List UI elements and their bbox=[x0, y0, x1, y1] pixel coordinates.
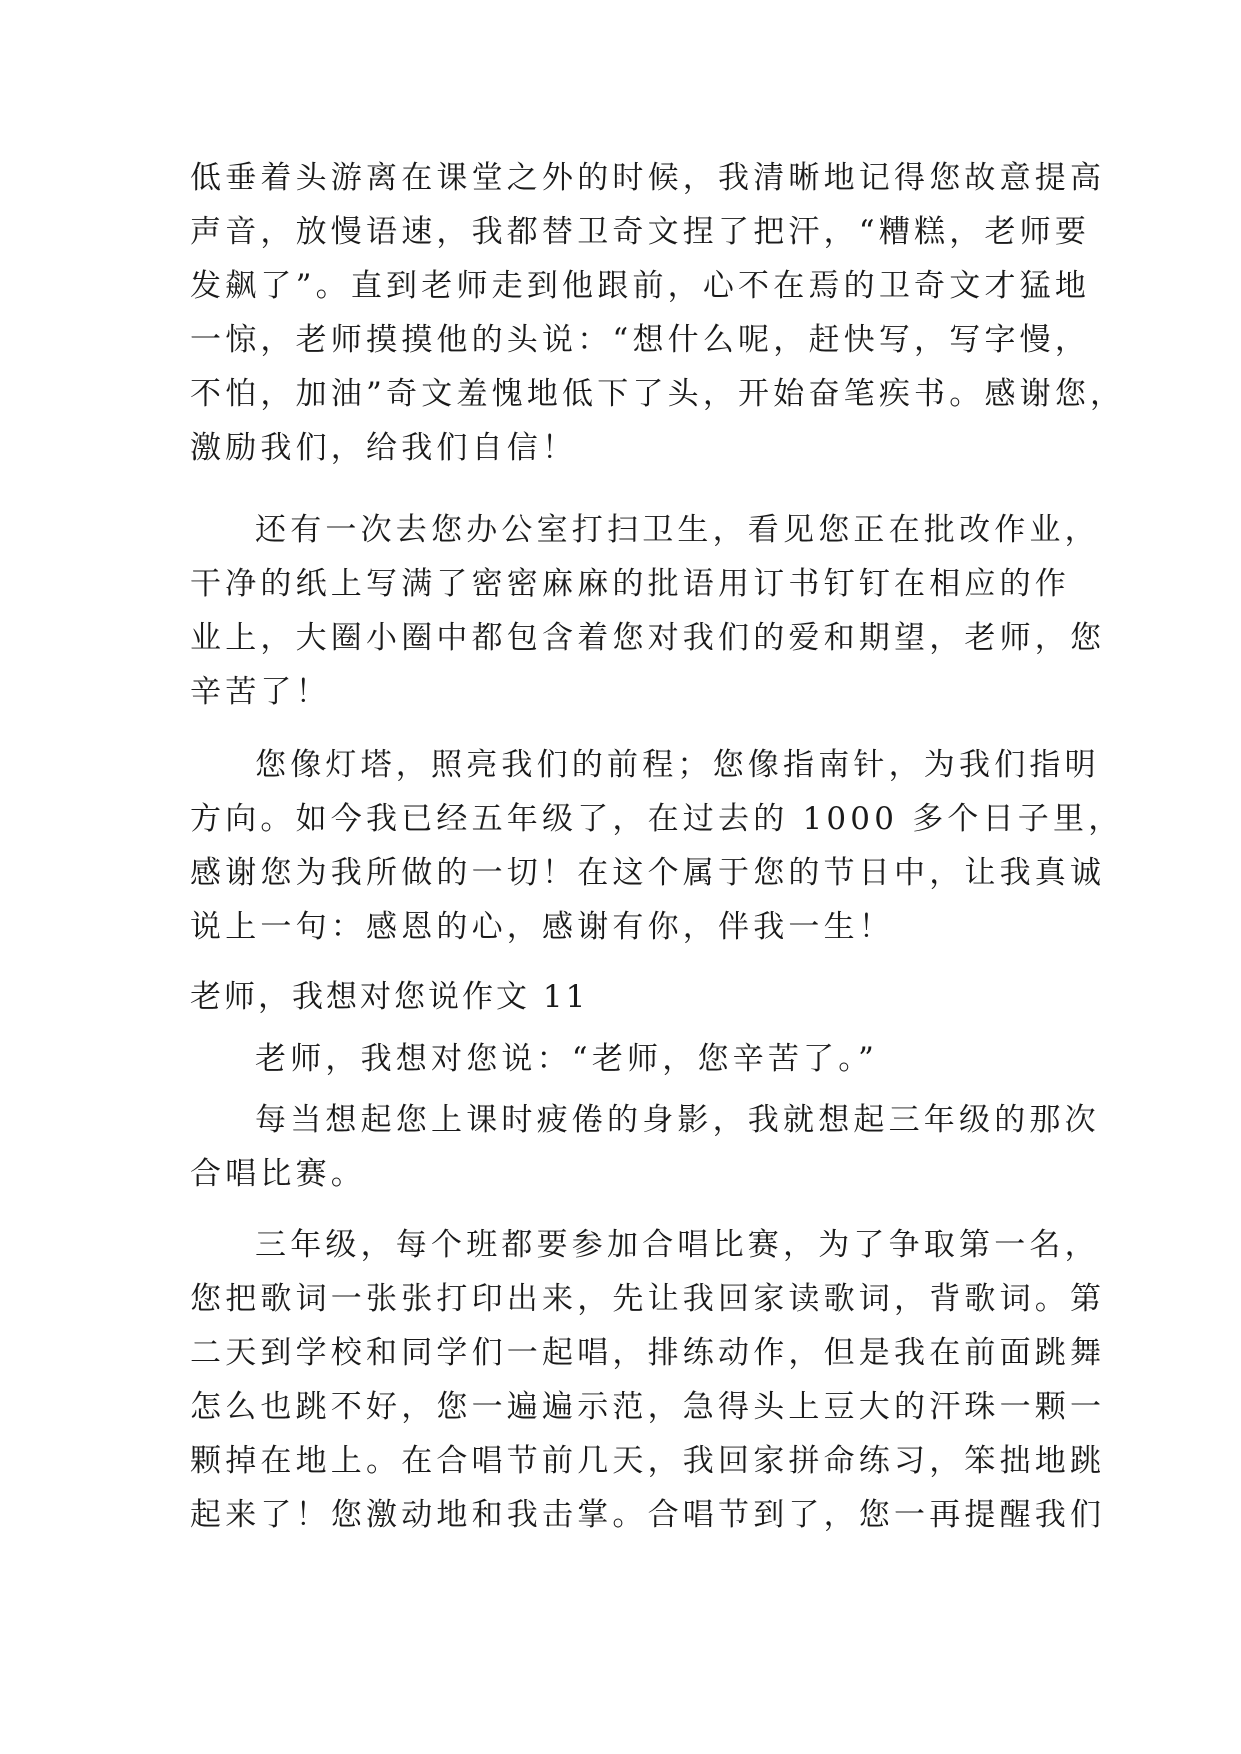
text-line: 合唱比赛。 bbox=[190, 1156, 366, 1192]
text-line: 起来了！您激动地和我击掌。合唱节到了，您一再提醒我们 bbox=[190, 1497, 1106, 1533]
text-line: 发飙了”。直到老师走到他跟前，心不在焉的卫奇文才猛地 bbox=[190, 268, 1091, 304]
text-line: 每当想起您上课时疲倦的身影，我就想起三年级的那次 bbox=[255, 1102, 1100, 1138]
text-line: 辛苦了！ bbox=[190, 674, 331, 710]
text-line: 低垂着头游离在课堂之外的时候，我清晰地记得您故意提高 bbox=[190, 160, 1106, 196]
text-line: 方向。如今我已经五年级了，在过去的 1000 多个日子里， bbox=[190, 801, 1124, 837]
text-line: 怎么也跳不好，您一遍遍示范，急得头上豆大的汗珠一颗一 bbox=[190, 1389, 1106, 1425]
text-line: 感谢您为我所做的一切！在这个属于您的节日中，让我真诚 bbox=[190, 855, 1106, 891]
text-line: 业上，大圈小圈中都包含着您对我们的爱和期望，老师，您 bbox=[190, 620, 1106, 656]
text-line: 您把歌词一张张打印出来，先让我回家读歌词，背歌词。第 bbox=[190, 1281, 1106, 1317]
text-line: 老师，我想对您说：“老师，您辛苦了。” bbox=[255, 1041, 878, 1077]
text-line: 二天到学校和同学们一起唱，排练动作，但是我在前面跳舞 bbox=[190, 1335, 1106, 1371]
text-line: 干净的纸上写满了密密麻麻的批语用订书钉钉在相应的作 bbox=[190, 566, 1070, 602]
text-line: 颗掉在地上。在合唱节前几天，我回家拼命练习，笨拙地跳 bbox=[190, 1443, 1106, 1479]
text-line: 说上一句：感恩的心，感谢有你，伴我一生！ bbox=[190, 909, 894, 945]
text-line: 您像灯塔，照亮我们的前程；您像指南针，为我们指明 bbox=[255, 747, 1100, 783]
text-line: 不怕，加油”奇文羞愧地低下了头，开始奋笔疾书。感谢您， bbox=[190, 376, 1126, 412]
text-line: 激励我们，给我们自信！ bbox=[190, 430, 578, 466]
section-heading: 老师，我想对您说作文 11 bbox=[190, 979, 589, 1015]
text-line: 还有一次去您办公室打扫卫生，看见您正在批改作业， bbox=[255, 512, 1100, 548]
text-line: 一惊，老师摸摸他的头说：“想什么呢，赶快写，写字慢， bbox=[190, 322, 1091, 358]
text-line: 三年级，每个班都要参加合唱比赛，为了争取第一名， bbox=[255, 1227, 1100, 1263]
text-line: 声音，放慢语速，我都替卫奇文捏了把汗，“糟糕，老师要 bbox=[190, 214, 1091, 250]
